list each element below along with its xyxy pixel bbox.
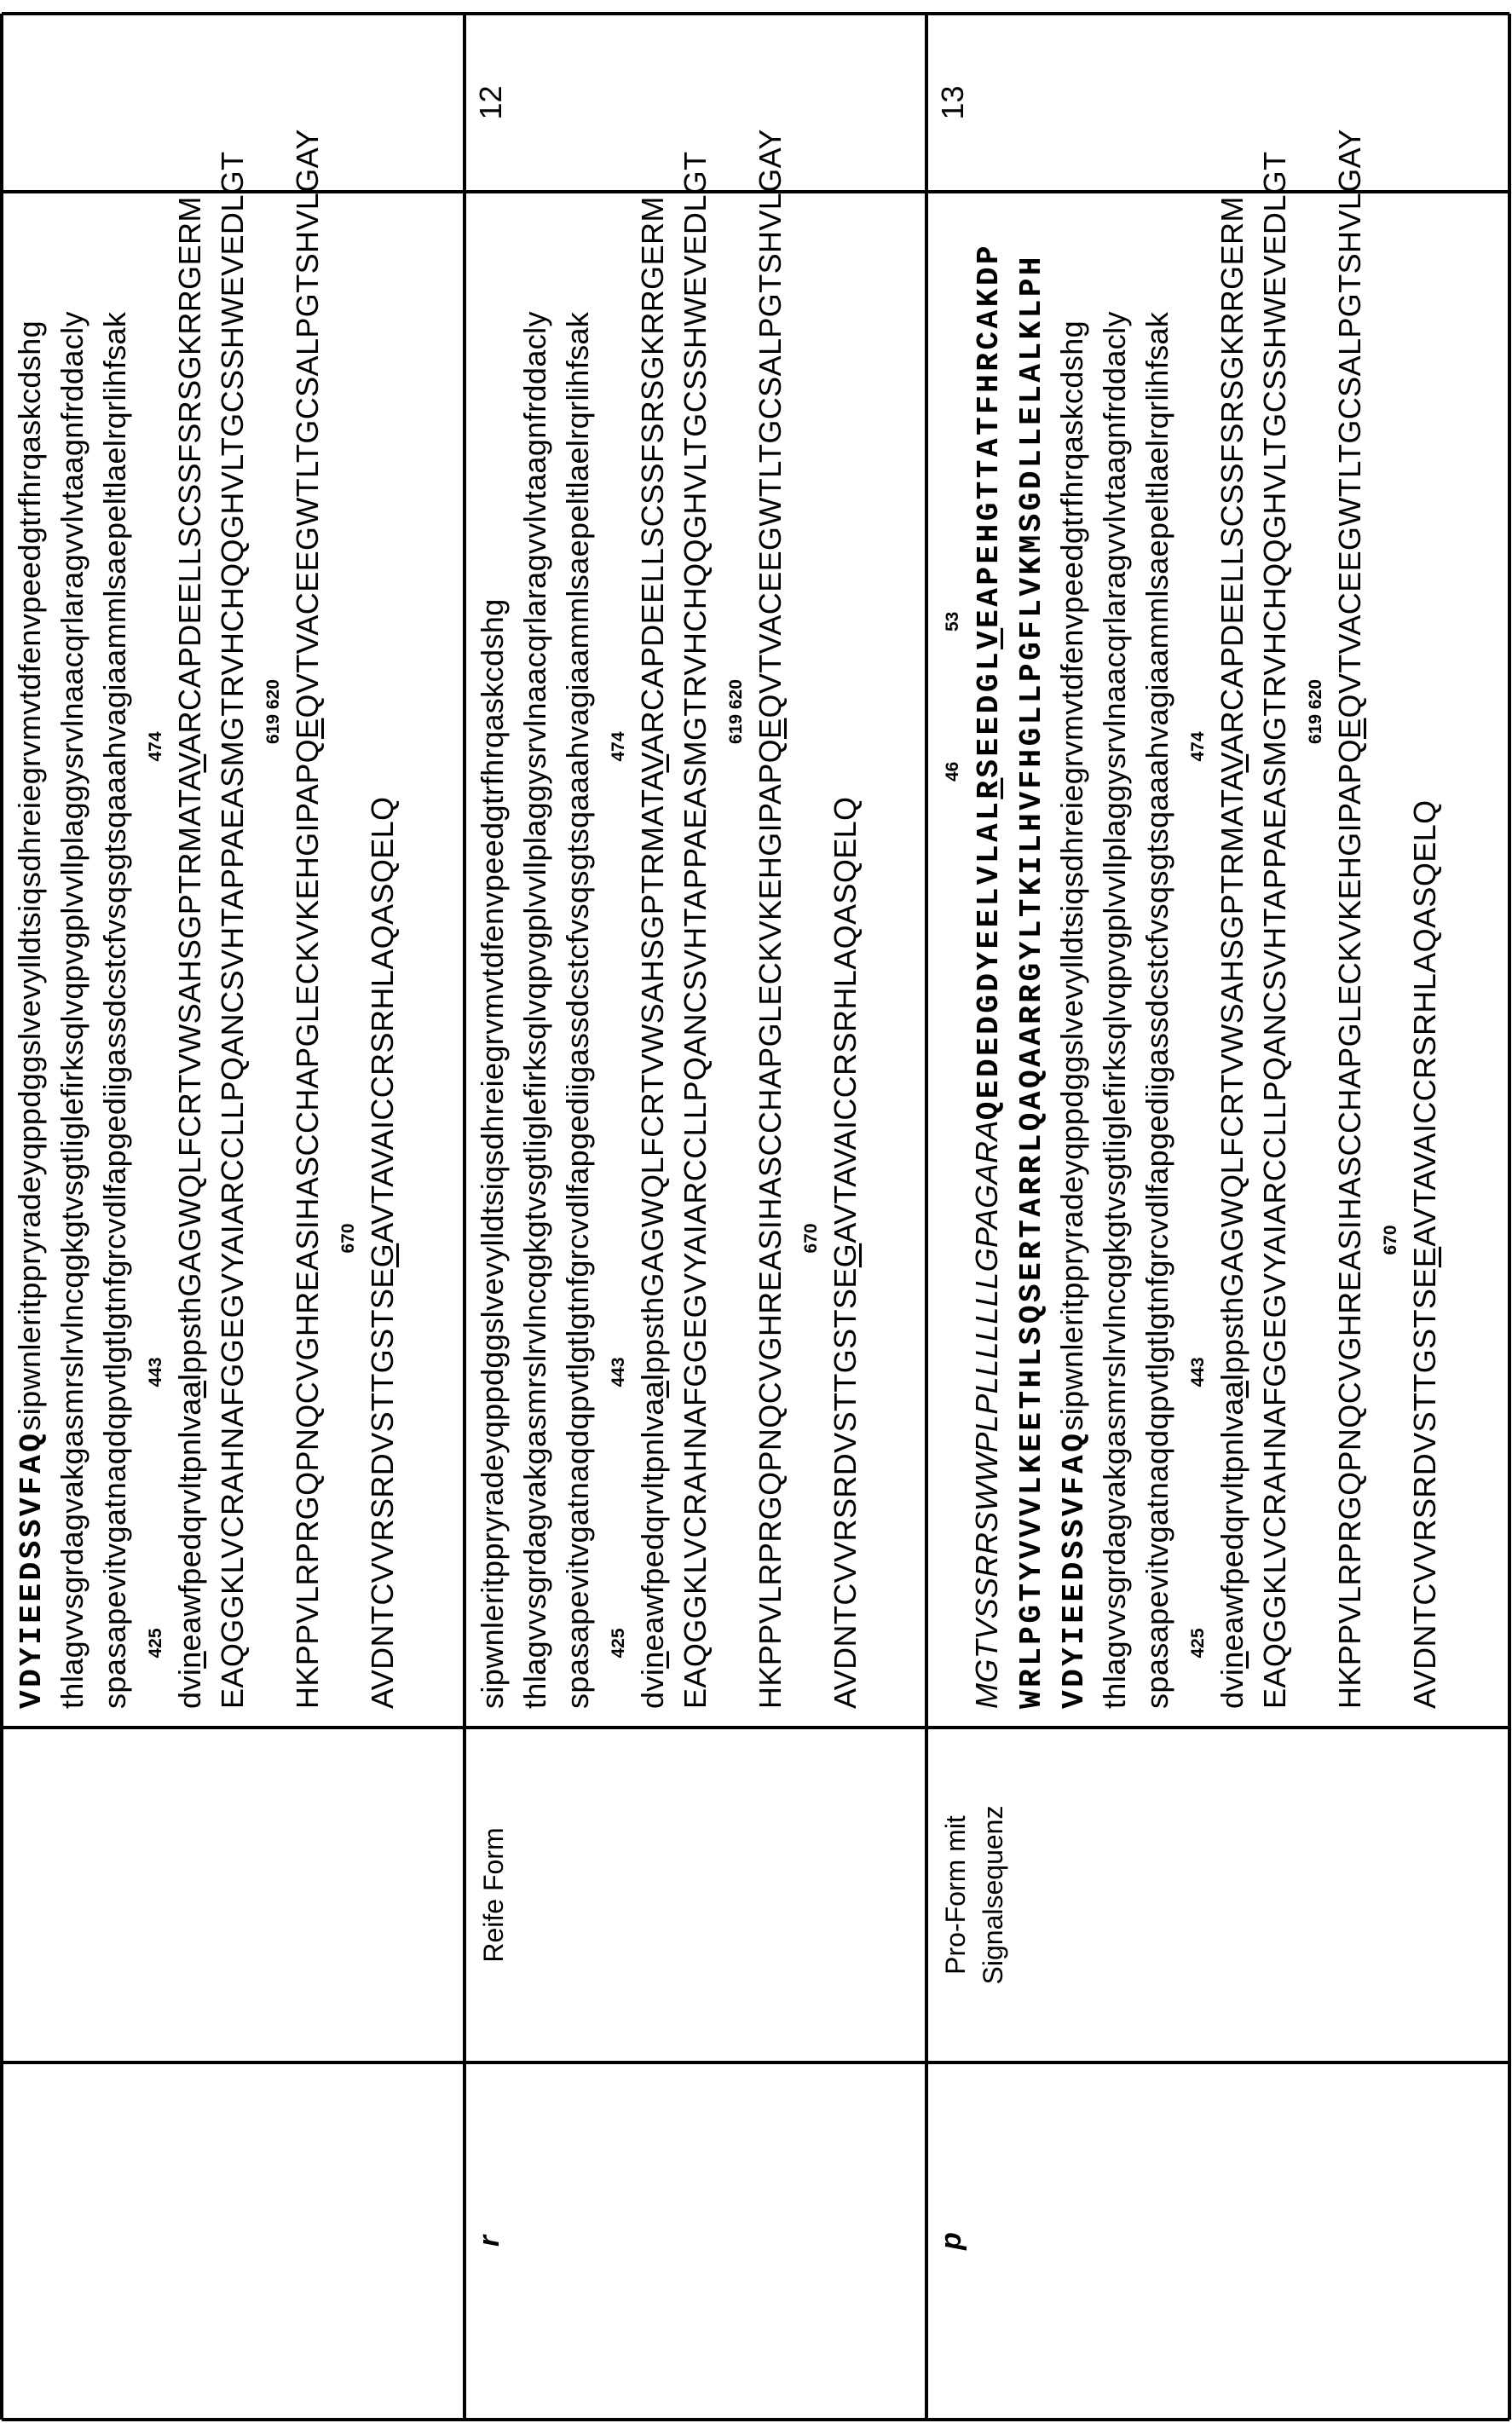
position-number: 443	[603, 1357, 635, 1387]
sequence-segment: thlagvvsgrdagvakgasmrslrvlncqgkgtvsgtliglefirksqlvqpvgplvvllplaggysrvlnaacqrlaragvvlvtaagnfrddacly	[55, 311, 89, 1709]
position-number-line	[1371, 193, 1404, 1709]
sequence-segment: VDYIEEDSSVFAQ	[1057, 1431, 1092, 1709]
sequence-cell	[928, 193, 1508, 1726]
highlighted-residue: V	[972, 628, 1007, 649]
sequence-segment: thlagvvsgrdagvakgasmrslrvlncqgkgtvsgtliglefirksqlvqpvgplvvllplaggysrvlnaacqrlaragvvlvtaagnfrddacly	[1097, 311, 1132, 1709]
position-number: 670	[1375, 1225, 1407, 1255]
sequence-segment: AVTAVAICCRSRHLAQASQELQ	[1407, 800, 1442, 1247]
sequence-segment: ARCAPDEELLSCSSFSRSGKRRGERM	[635, 196, 670, 754]
sequence-cell	[466, 193, 925, 1726]
sequence-line	[51, 193, 94, 1709]
highlighted-residue: V	[172, 754, 207, 773]
position-number: 53	[937, 612, 969, 632]
sequence-segment: MGTVSSRRSWWPLPLLLLLLLGPAGARA	[969, 1120, 1004, 1709]
sequence-segment: QVTVACEEGWTLTGCSALPGTSHVLGAY	[1332, 129, 1367, 718]
seq-id-number: 13	[935, 85, 970, 119]
highlighted-residue: G	[365, 1243, 400, 1267]
form-label-cell	[466, 2064, 925, 2418]
sequence-segment: HKPPVLRPRGQPNQCVGHREASIHASCCHAPGLECKVKEHGIPAPQ	[753, 739, 788, 1709]
sequence-line	[361, 193, 404, 1709]
sequence-line	[824, 193, 867, 1709]
description-cell	[3, 1729, 463, 2061]
position-number-line	[254, 193, 286, 1709]
sequence-segment: thlagvvsgrdagvakgasmrslrvlncqgkgtvsgtliglefirksqlvqpvgplvvllplaggysrvlnaacqrlaragvvlvtaagnfrddacly	[517, 311, 552, 1709]
highlighted-residue: E	[1407, 1247, 1442, 1267]
sequence-segment: spasapevitvgatnaqdqpvtlgtlgtnfgrcvdlfapgediigassdcstcfvsqsgtsqaaahvagiaammlsaepeltlaelrqrlihfsak	[97, 312, 132, 1709]
seq-id-number: 12	[473, 85, 508, 119]
highlighted-residue: E	[753, 718, 788, 739]
sequence-line	[557, 193, 599, 1709]
position-number-line	[933, 193, 966, 1709]
sequence-segment: WRLPGTYVVVLKEETHLSQSERTARRLQAQAARRGYLTKILHVFHGLLPGFLVKMSGDLLELALKLPH	[1014, 254, 1049, 1709]
form-label: p	[935, 2232, 967, 2250]
sequence-line	[1329, 193, 1371, 1709]
sequence-line	[1254, 193, 1296, 1709]
highlighted-residue: G	[828, 1243, 863, 1267]
position-number-line	[1296, 193, 1329, 1709]
highlighted-residue: V	[1215, 754, 1249, 773]
position-number: 425	[1182, 1628, 1215, 1658]
description-text: Signalsequenz	[974, 1729, 1012, 2061]
description-text: Pro-Form mit	[937, 1729, 974, 2061]
seq-id-cell	[3, 15, 463, 190]
sequence-segment: lppsthGAGWQLFCRTVWSAHSGPTRMATA	[635, 773, 670, 1381]
sequence-segment: EAQGGKLVCRAHNAFGGEGVYAIARCCLLPQANCSVHTAPPAEASMGTRVHCHQQGHVLTGCSSHWEVEDLGT	[1257, 151, 1292, 1709]
sequence-segment: EAQGGKLVCRAHNAFGGEGVYAIARCCLLPQANCSVHTAPPAEASMGTRVHCHQQGHVLTGCSSHWEVEDLGT	[215, 151, 250, 1709]
sequence-line	[966, 193, 1008, 1709]
highlighted-residue: a	[635, 1381, 670, 1398]
description-text: Reife Form	[475, 1729, 512, 2061]
sequence-segment: eawfpedqrvltpnlva	[635, 1398, 670, 1651]
sequence-line	[169, 193, 211, 1709]
sequence-segment: sipwnleritppryradeyqppdggslvevylldtsiqsdhreiegrvmvtdfenvpeedgtrfhrqaskcdshg	[12, 320, 47, 1431]
position-number-line	[717, 193, 749, 1709]
sequence-segment: eawfpedqrvltpnlva	[172, 1398, 207, 1651]
description-cell	[466, 1729, 925, 2061]
sequence-segment: eawfpedqrvltpnlva	[1215, 1398, 1249, 1651]
sequence-segment: dvi	[1215, 1669, 1249, 1709]
position-number: 46	[937, 762, 969, 782]
sequence-line	[1136, 193, 1179, 1709]
highlighted-residue: E	[290, 718, 325, 739]
sequence-line	[749, 193, 792, 1709]
seq-id-cell	[466, 15, 925, 190]
position-number-line	[1179, 193, 1211, 1709]
sequence-segment: HKPPVLRPRGQPNQCVGHREASIHASCCHAPGLECKVKEHGIPAPQ	[290, 739, 325, 1709]
sequence-segment: sipwnleritppryradeyqppdggslvevylldtsiqsdhreiegrvmvtdfenvpeedgtrfhrqaskcdshg	[475, 598, 510, 1709]
position-number: 425	[603, 1628, 635, 1658]
sequence-segment: AVDNTCVVRSRDVSTTGSTSE	[1407, 1267, 1442, 1709]
sequence-line	[1094, 193, 1136, 1709]
sequence-line	[9, 193, 51, 1709]
highlighted-residue: E	[1332, 718, 1367, 739]
sequence-segment: spasapevitvgatnaqdqpvtlgtlgtnfgrcvdlfapgediigassdcstcfvsqsgtsqaaahvagiaammlsaepeltlaelrqrlihfsak	[1140, 312, 1174, 1709]
position-number: 619 620	[1300, 679, 1332, 744]
form-label-cell	[3, 2064, 463, 2418]
highlighted-residue: a	[1215, 1381, 1249, 1398]
sequence-line	[211, 193, 254, 1709]
form-label: r	[473, 2236, 505, 2247]
sequence-line	[514, 193, 557, 1709]
position-number: 474	[1182, 731, 1215, 761]
sequence-segment: SEEDGL	[972, 649, 1007, 778]
sequence-segment: AVTAVAICCRSRHLAQASQELQ	[365, 797, 400, 1243]
position-number-line	[136, 193, 169, 1709]
description-cell	[928, 1729, 1508, 2061]
position-number: 474	[140, 731, 172, 761]
sequence-line	[632, 193, 674, 1709]
sequence-table	[0, 0, 1512, 2423]
sequence-segment: VDYIEEDSSVFAQ	[14, 1431, 49, 1709]
table-border-horizontal	[1508, 14, 1511, 2420]
sequence-segment: HKPPVLRPRGQPNQCVGHREASIHASCCHAPGLECKVKEHGIPAPQ	[1332, 739, 1367, 1709]
seq-id-cell	[928, 15, 1508, 190]
sequence-segment: lppsthGAGWQLFCRTVWSAHSGPTRMATA	[172, 773, 207, 1381]
sequence-segment: QEDEDGDYEELVLAL	[972, 799, 1007, 1121]
sequence-segment: sipwnleritppryradeyqppdggslvevylldtsiqsdhreiegrvmvtdfenvpeedgtrfhrqaskcdshg	[1054, 320, 1089, 1431]
form-label-cell	[928, 2064, 1508, 2418]
sequence-line	[1051, 193, 1094, 1709]
sequence-segment: EAQGGKLVCRAHNAFGGEGVYAIARCCLLPQANCSVHTAPPAEASMGTRVHCHQQGHVLTGCSSHWEVEDLGT	[678, 151, 713, 1709]
sequence-line	[286, 193, 329, 1709]
sequence-line	[674, 193, 717, 1709]
sequence-segment: AVTAVAICCRSRHLAQASQELQ	[828, 797, 863, 1243]
highlighted-residue: V	[635, 754, 670, 773]
position-number: 443	[140, 1357, 172, 1387]
sequence-line	[94, 193, 136, 1709]
position-number: 670	[795, 1223, 828, 1253]
table-border-vertical	[2, 2418, 1509, 2421]
highlighted-residue: n	[635, 1651, 670, 1668]
position-number-line	[329, 193, 361, 1709]
patent-page	[0, 0, 1512, 2423]
position-number-line	[792, 193, 824, 1709]
sequence-segment: ARCAPDEELLSCSSFSRSGKRRGERM	[172, 196, 207, 754]
position-number: 670	[332, 1223, 365, 1253]
sequence-cell	[3, 193, 463, 1726]
sequence-segment: lppsthGAGWQLFCRTVWSAHSGPTRMATA	[1215, 773, 1249, 1381]
position-number: 443	[1182, 1357, 1215, 1387]
position-number: 474	[603, 731, 635, 761]
position-number: 619 620	[720, 679, 753, 744]
sequence-segment: EAPEHGTTATFHRCAKDP	[972, 243, 1007, 628]
sequence-segment: ARCAPDEELLSCSSFSRSGKRRGERM	[1215, 196, 1249, 754]
highlighted-residue: n	[172, 1651, 207, 1668]
highlighted-residue: a	[172, 1381, 207, 1398]
position-number-line	[599, 193, 632, 1709]
highlighted-residue: n	[1215, 1651, 1249, 1668]
sequence-line	[1211, 193, 1254, 1709]
position-number: 619 620	[257, 679, 290, 744]
position-number: 425	[140, 1628, 172, 1658]
sequence-line	[471, 193, 514, 1709]
sequence-segment: AVDNTCVVRSRDVSTTGSTSE	[828, 1267, 863, 1709]
sequence-line	[1008, 193, 1051, 1709]
sequence-segment: QVTVACEEGWTLTGCSALPGTSHVLGAY	[290, 129, 325, 718]
sequence-segment: dvi	[172, 1669, 207, 1709]
highlighted-residue: R	[972, 778, 1007, 799]
sequence-segment: QVTVACEEGWTLTGCSALPGTSHVLGAY	[753, 129, 788, 718]
sequence-segment: spasapevitvgatnaqdqpvtlgtlgtnfgrcvdlfapgediigassdcstcfvsqsgtsqaaahvagiaammlsaepeltlaelrqrlihfsak	[560, 312, 595, 1709]
sequence-segment: dvi	[635, 1669, 670, 1709]
sequence-segment: AVDNTCVVRSRDVSTTGSTSE	[365, 1267, 400, 1709]
sequence-line	[1404, 193, 1446, 1709]
